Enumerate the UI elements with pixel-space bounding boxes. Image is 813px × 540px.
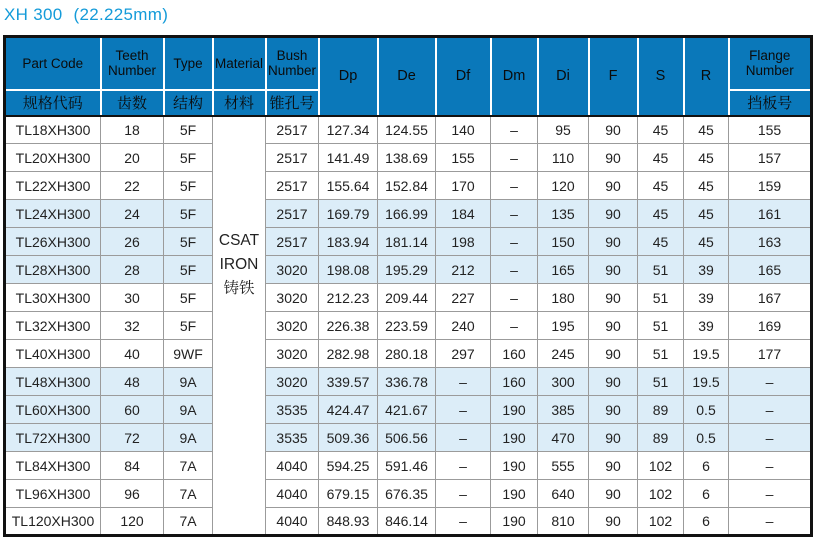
cell-df: 212 bbox=[436, 256, 491, 284]
cell-r: 6 bbox=[684, 480, 729, 508]
table-row bbox=[5, 256, 812, 284]
cell-teeth: 48 bbox=[101, 368, 164, 396]
table-body bbox=[5, 116, 812, 536]
cell-de: 181.14 bbox=[378, 228, 436, 256]
cell-dm: 190 bbox=[491, 424, 538, 452]
cell-df: – bbox=[436, 368, 491, 396]
cell-f: 90 bbox=[589, 116, 638, 144]
cell-f: 90 bbox=[589, 368, 638, 396]
cell-type: 7A bbox=[164, 480, 213, 508]
cell-de: 591.46 bbox=[378, 452, 436, 480]
cell-di: 135 bbox=[538, 200, 589, 228]
cell-dm: 160 bbox=[491, 368, 538, 396]
cell-bush: 3020 bbox=[266, 256, 319, 284]
cell-dm: – bbox=[491, 200, 538, 228]
cell-dp: 848.93 bbox=[319, 508, 378, 536]
cell-dm: 190 bbox=[491, 452, 538, 480]
cell-teeth: 120 bbox=[101, 508, 164, 536]
header-teeth-cn: 齿数 bbox=[101, 90, 164, 116]
header-material-en: Material bbox=[213, 37, 266, 90]
cell-df: 170 bbox=[436, 172, 491, 200]
header-material-cn: 材料 bbox=[213, 90, 266, 116]
cell-type: 9A bbox=[164, 424, 213, 452]
table-row bbox=[5, 312, 812, 340]
table-row bbox=[5, 116, 812, 144]
cell-df: 297 bbox=[436, 340, 491, 368]
table-row bbox=[5, 284, 812, 312]
cell-r: 45 bbox=[684, 172, 729, 200]
cell-teeth: 60 bbox=[101, 396, 164, 424]
cell-r: 45 bbox=[684, 144, 729, 172]
cell-flange: – bbox=[729, 480, 812, 508]
cell-teeth: 20 bbox=[101, 144, 164, 172]
cell-dp: 169.79 bbox=[319, 200, 378, 228]
cell-r: 45 bbox=[684, 228, 729, 256]
cell-bush: 4040 bbox=[266, 452, 319, 480]
cell-de: 152.84 bbox=[378, 172, 436, 200]
cell-dm: 190 bbox=[491, 508, 538, 536]
cell-r: 0.5 bbox=[684, 424, 729, 452]
cell-s: 51 bbox=[638, 256, 684, 284]
cell-de: 166.99 bbox=[378, 200, 436, 228]
cell-flange: 163 bbox=[729, 228, 812, 256]
series-pitch: (22.225mm) bbox=[73, 5, 169, 24]
cell-flange: – bbox=[729, 368, 812, 396]
cell-type: 5F bbox=[164, 284, 213, 312]
cell-s: 45 bbox=[638, 144, 684, 172]
cell-bush: 3020 bbox=[266, 284, 319, 312]
cell-di: 110 bbox=[538, 144, 589, 172]
cell-bush: 3020 bbox=[266, 312, 319, 340]
cell-type: 5F bbox=[164, 144, 213, 172]
cell-di: 120 bbox=[538, 172, 589, 200]
table-row bbox=[5, 200, 812, 228]
cell-bush: 2517 bbox=[266, 116, 319, 144]
cell-de: 336.78 bbox=[378, 368, 436, 396]
cell-de: 223.59 bbox=[378, 312, 436, 340]
cell-type: 5F bbox=[164, 256, 213, 284]
cell-dp: 141.49 bbox=[319, 144, 378, 172]
cell-material-merged bbox=[213, 116, 266, 536]
cell-f: 90 bbox=[589, 312, 638, 340]
cell-di: 640 bbox=[538, 480, 589, 508]
cell-s: 51 bbox=[638, 284, 684, 312]
cell-s: 102 bbox=[638, 480, 684, 508]
cell-flange: – bbox=[729, 396, 812, 424]
cell-di: 245 bbox=[538, 340, 589, 368]
cell-type: 5F bbox=[164, 312, 213, 340]
material-line: 铸铁 bbox=[223, 279, 255, 297]
cell-s: 45 bbox=[638, 172, 684, 200]
cell-f: 90 bbox=[589, 508, 638, 536]
cell-s: 89 bbox=[638, 396, 684, 424]
cell-teeth: 96 bbox=[101, 480, 164, 508]
page-title bbox=[4, 5, 168, 25]
cell-s: 51 bbox=[638, 368, 684, 396]
cell-teeth: 32 bbox=[101, 312, 164, 340]
cell-part-code: TL32XH300 bbox=[5, 312, 101, 340]
cell-df: – bbox=[436, 452, 491, 480]
cell-dm: 190 bbox=[491, 396, 538, 424]
cell-part-code: TL24XH300 bbox=[5, 200, 101, 228]
cell-s: 45 bbox=[638, 228, 684, 256]
cell-flange: – bbox=[729, 424, 812, 452]
material-line: CSAT bbox=[218, 231, 260, 249]
table-header bbox=[5, 37, 812, 116]
cell-s: 102 bbox=[638, 452, 684, 480]
cell-di: 195 bbox=[538, 312, 589, 340]
cell-part-code: TL40XH300 bbox=[5, 340, 101, 368]
table-row bbox=[5, 368, 812, 396]
cell-bush: 2517 bbox=[266, 144, 319, 172]
cell-type: 9A bbox=[164, 368, 213, 396]
header-df: Df bbox=[436, 37, 491, 116]
cell-dm: – bbox=[491, 256, 538, 284]
cell-flange: 155 bbox=[729, 116, 812, 144]
cell-f: 90 bbox=[589, 340, 638, 368]
cell-f: 90 bbox=[589, 396, 638, 424]
cell-bush: 4040 bbox=[266, 480, 319, 508]
cell-type: 9WF bbox=[164, 340, 213, 368]
header-flange-en: Flange Number bbox=[729, 37, 812, 90]
cell-r: 0.5 bbox=[684, 396, 729, 424]
cell-bush: 3020 bbox=[266, 368, 319, 396]
cell-teeth: 84 bbox=[101, 452, 164, 480]
cell-di: 810 bbox=[538, 508, 589, 536]
cell-di: 470 bbox=[538, 424, 589, 452]
cell-dp: 198.08 bbox=[319, 256, 378, 284]
header-r: R bbox=[684, 37, 729, 116]
cell-df: 198 bbox=[436, 228, 491, 256]
cell-dm: – bbox=[491, 116, 538, 144]
header-part-code-cn: 规格代码 bbox=[5, 90, 101, 116]
cell-r: 45 bbox=[684, 116, 729, 144]
cell-f: 90 bbox=[589, 480, 638, 508]
cell-df: 155 bbox=[436, 144, 491, 172]
cell-bush: 2517 bbox=[266, 172, 319, 200]
cell-teeth: 40 bbox=[101, 340, 164, 368]
cell-dp: 212.23 bbox=[319, 284, 378, 312]
cell-type: 7A bbox=[164, 452, 213, 480]
header-type-en: Type bbox=[164, 37, 213, 90]
cell-part-code: TL60XH300 bbox=[5, 396, 101, 424]
cell-s: 51 bbox=[638, 340, 684, 368]
cell-r: 19.5 bbox=[684, 340, 729, 368]
header-f: F bbox=[589, 37, 638, 116]
cell-di: 300 bbox=[538, 368, 589, 396]
header-flange-cn: 挡板号 bbox=[729, 90, 812, 116]
cell-di: 95 bbox=[538, 116, 589, 144]
cell-s: 102 bbox=[638, 508, 684, 536]
table-row bbox=[5, 172, 812, 200]
cell-dm: – bbox=[491, 172, 538, 200]
cell-f: 90 bbox=[589, 144, 638, 172]
cell-df: – bbox=[436, 424, 491, 452]
cell-dp: 183.94 bbox=[319, 228, 378, 256]
cell-part-code: TL84XH300 bbox=[5, 452, 101, 480]
cell-dp: 282.98 bbox=[319, 340, 378, 368]
cell-de: 421.67 bbox=[378, 396, 436, 424]
cell-bush: 3535 bbox=[266, 424, 319, 452]
cell-type: 5F bbox=[164, 172, 213, 200]
cell-flange: – bbox=[729, 452, 812, 480]
cell-de: 195.29 bbox=[378, 256, 436, 284]
header-part-code-en: Part Code bbox=[5, 37, 101, 90]
cell-flange: 161 bbox=[729, 200, 812, 228]
material-line: IRON bbox=[219, 255, 259, 273]
cell-di: 165 bbox=[538, 256, 589, 284]
cell-de: 124.55 bbox=[378, 116, 436, 144]
table-row bbox=[5, 396, 812, 424]
cell-dp: 594.25 bbox=[319, 452, 378, 480]
cell-df: – bbox=[436, 396, 491, 424]
cell-f: 90 bbox=[589, 256, 638, 284]
cell-flange: 157 bbox=[729, 144, 812, 172]
cell-part-code: TL26XH300 bbox=[5, 228, 101, 256]
cell-part-code: TL30XH300 bbox=[5, 284, 101, 312]
cell-df: 240 bbox=[436, 312, 491, 340]
cell-de: 209.44 bbox=[378, 284, 436, 312]
cell-df: 184 bbox=[436, 200, 491, 228]
cell-part-code: TL18XH300 bbox=[5, 116, 101, 144]
cell-teeth: 30 bbox=[101, 284, 164, 312]
header-type-cn: 结构 bbox=[164, 90, 213, 116]
table-row bbox=[5, 480, 812, 508]
cell-r: 45 bbox=[684, 200, 729, 228]
cell-df: 227 bbox=[436, 284, 491, 312]
cell-dm: 190 bbox=[491, 480, 538, 508]
table-row bbox=[5, 340, 812, 368]
cell-part-code: TL20XH300 bbox=[5, 144, 101, 172]
cell-teeth: 28 bbox=[101, 256, 164, 284]
table-row bbox=[5, 452, 812, 480]
cell-f: 90 bbox=[589, 172, 638, 200]
cell-df: – bbox=[436, 508, 491, 536]
header-dm: Dm bbox=[491, 37, 538, 116]
cell-r: 6 bbox=[684, 508, 729, 536]
cell-df: 140 bbox=[436, 116, 491, 144]
cell-dp: 226.38 bbox=[319, 312, 378, 340]
cell-teeth: 24 bbox=[101, 200, 164, 228]
cell-f: 90 bbox=[589, 424, 638, 452]
cell-type: 9A bbox=[164, 396, 213, 424]
cell-f: 90 bbox=[589, 228, 638, 256]
cell-r: 39 bbox=[684, 256, 729, 284]
cell-teeth: 26 bbox=[101, 228, 164, 256]
cell-s: 45 bbox=[638, 200, 684, 228]
cell-bush: 2517 bbox=[266, 228, 319, 256]
cell-part-code: TL22XH300 bbox=[5, 172, 101, 200]
header-de: De bbox=[378, 37, 436, 116]
cell-di: 150 bbox=[538, 228, 589, 256]
cell-r: 19.5 bbox=[684, 368, 729, 396]
table-row bbox=[5, 228, 812, 256]
cell-dm: – bbox=[491, 228, 538, 256]
cell-teeth: 72 bbox=[101, 424, 164, 452]
cell-part-code: TL28XH300 bbox=[5, 256, 101, 284]
series-model: XH 300 bbox=[4, 5, 63, 24]
cell-r: 39 bbox=[684, 312, 729, 340]
cell-f: 90 bbox=[589, 452, 638, 480]
cell-dm: – bbox=[491, 312, 538, 340]
cell-s: 51 bbox=[638, 312, 684, 340]
cell-teeth: 18 bbox=[101, 116, 164, 144]
header-dp: Dp bbox=[319, 37, 378, 116]
spec-table bbox=[3, 35, 813, 537]
cell-f: 90 bbox=[589, 200, 638, 228]
cell-flange: 177 bbox=[729, 340, 812, 368]
cell-part-code: TL96XH300 bbox=[5, 480, 101, 508]
cell-s: 45 bbox=[638, 116, 684, 144]
cell-flange: 169 bbox=[729, 312, 812, 340]
cell-flange: 159 bbox=[729, 172, 812, 200]
cell-dm: 160 bbox=[491, 340, 538, 368]
cell-de: 846.14 bbox=[378, 508, 436, 536]
cell-flange: 167 bbox=[729, 284, 812, 312]
table-row bbox=[5, 508, 812, 536]
cell-bush: 3020 bbox=[266, 340, 319, 368]
cell-dm: – bbox=[491, 284, 538, 312]
cell-di: 555 bbox=[538, 452, 589, 480]
cell-df: – bbox=[436, 480, 491, 508]
cell-di: 385 bbox=[538, 396, 589, 424]
cell-flange: 165 bbox=[729, 256, 812, 284]
header-s: S bbox=[638, 37, 684, 116]
cell-teeth: 22 bbox=[101, 172, 164, 200]
cell-dm: – bbox=[491, 144, 538, 172]
cell-de: 138.69 bbox=[378, 144, 436, 172]
cell-r: 6 bbox=[684, 452, 729, 480]
cell-type: 5F bbox=[164, 228, 213, 256]
cell-dp: 339.57 bbox=[319, 368, 378, 396]
cell-part-code: TL72XH300 bbox=[5, 424, 101, 452]
cell-bush: 3535 bbox=[266, 396, 319, 424]
cell-de: 506.56 bbox=[378, 424, 436, 452]
header-di: Di bbox=[538, 37, 589, 116]
cell-di: 180 bbox=[538, 284, 589, 312]
cell-bush: 2517 bbox=[266, 200, 319, 228]
header-bush-en: Bush Number bbox=[266, 37, 319, 90]
table-row bbox=[5, 144, 812, 172]
cell-r: 39 bbox=[684, 284, 729, 312]
cell-type: 5F bbox=[164, 116, 213, 144]
cell-type: 5F bbox=[164, 200, 213, 228]
header-teeth-en: Teeth Number bbox=[101, 37, 164, 90]
cell-de: 280.18 bbox=[378, 340, 436, 368]
header-bush-cn: 锥孔号 bbox=[266, 90, 319, 116]
cell-de: 676.35 bbox=[378, 480, 436, 508]
cell-part-code: TL120XH300 bbox=[5, 508, 101, 536]
cell-type: 7A bbox=[164, 508, 213, 536]
cell-dp: 424.47 bbox=[319, 396, 378, 424]
cell-flange: – bbox=[729, 508, 812, 536]
cell-s: 89 bbox=[638, 424, 684, 452]
cell-part-code: TL48XH300 bbox=[5, 368, 101, 396]
cell-f: 90 bbox=[589, 284, 638, 312]
cell-bush: 4040 bbox=[266, 508, 319, 536]
cell-dp: 679.15 bbox=[319, 480, 378, 508]
cell-dp: 509.36 bbox=[319, 424, 378, 452]
cell-dp: 155.64 bbox=[319, 172, 378, 200]
table-row bbox=[5, 424, 812, 452]
cell-dp: 127.34 bbox=[319, 116, 378, 144]
